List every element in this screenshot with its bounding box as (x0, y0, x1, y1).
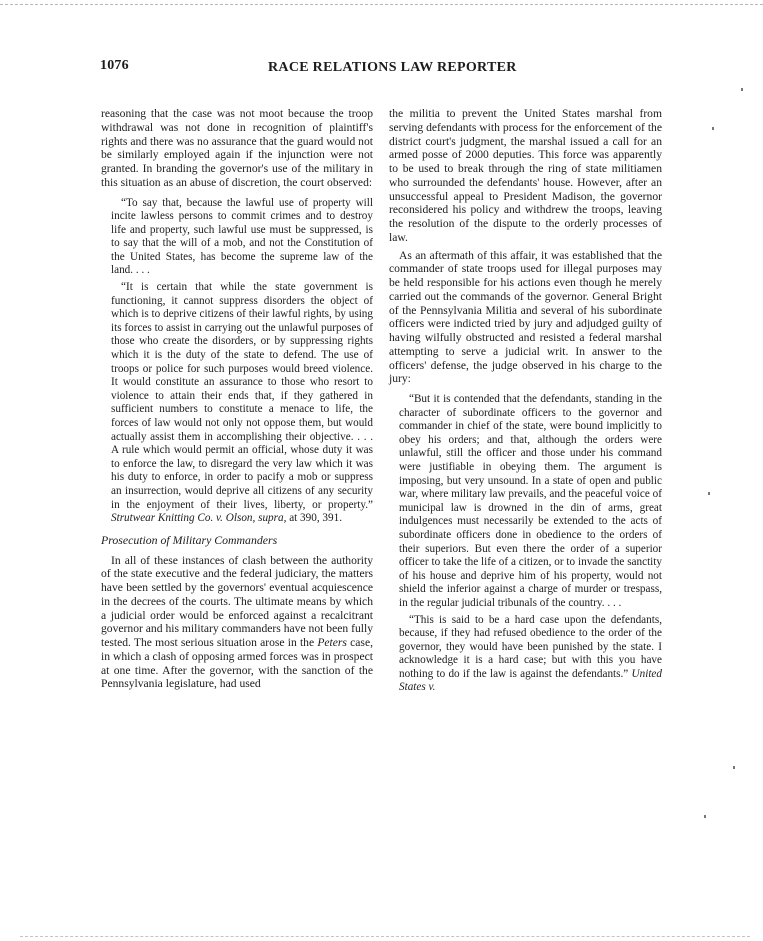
scan-speck (741, 88, 743, 91)
left-quote-2 (111, 281, 373, 526)
running-head: RACE RELATIONS LAW REPORTER (268, 60, 517, 75)
bottom-scan-edge (20, 936, 750, 937)
left-paragraph-2-text: In all of these instances of clash between the authority of the state executive and the federal judiciary, the matters have been settled by the governors' eventual acquiescence in the decrees of the courts. The ultimate means by which a judicial order would be enforced against a recalcitrant governor and his military commanders have not been fully tested. The most serious situation arose in the (101, 553, 373, 649)
right-paragraph-2: As an aftermath of this affair, it was established that the commander of state troops used for illegal purposes may be held responsible for his actions even though he merely carried out the commands of the governor. General Bright of the Pennsylvania Militia and several of his subordinate officers were indicted tried by jury and adjudged guilty of having wilfully obstructed and resisted a federal marshal attempting to serve a judicial writ. In answer to the officers' defense, the judge observed in his charge to the jury: (389, 248, 662, 386)
left-paragraph-2-tail: case, in which a clash of opposing armed forces was in prospect at one time. After the governor, with the sanction of the Pennsylvania legislature, had used (101, 636, 373, 691)
left-quote-1: “To say that, because the lawful use of property will incite lawless persons to commit crimes and to destroy life and property, such lawful use must be suppressed, is to say that the will of a mob, and not the Constitution of the United States, has become the supreme law of the land. . . . (111, 196, 373, 277)
right-quote-2-text: “This is said to be a hard case upon the defendants, because, if they had refused obedience to the order of the governor, they would have been punished by the state. I acknowledge it is a hard case; but with this you have nothing to do if the law is against the defendants.” (399, 613, 662, 680)
case-citation: Strutwear Knitting Co. v. Olson, supra, (111, 512, 287, 525)
left-paragraph-1: reasoning that the case was not moot because the troop withdrawal was not done in recognition of plaintiff's rights and there was no assurance that the guard would not be similarly employed again if the injunction were not granted. In branding the governor's use of the military in this situation as an abuse of discretion, the court observed: (101, 107, 373, 189)
top-scan-edge (0, 4, 763, 5)
scan-speck (733, 766, 735, 769)
left-column (101, 107, 373, 691)
right-paragraph-1: the militia to prevent the United States marshal from serving defendants with process for the enforcement of the district court's judgment, the marshal issued a call for an armed posse of 2000 deputies. This force was apparently to be used to break through the ring of state militiamen who surrounded the defendants' house. However, after an unsuccessful appeal to President Madison, the governor reconsidered his policy and withdrew the troops, leaving the resolution of the dispute to the orderly processes of law. (389, 107, 662, 244)
scan-speck (712, 127, 714, 130)
right-quote-1: “But it is contended that the defendants, standing in the character of subordinate officers to the governor and commander in chief of the state, were bound implicitly to obey his orders; and that, although the orders were unlawful, still the officer and those under his command were justifiable in obeying them. The argument is imposing, but very unsound. In a state of open and public war, where military law prevails, and the peaceful voice of municipal law is drowned in the din of arms, great indulgences must necessarily be extended to the acts of subordinate officers done in obedience to the orders of their superiors. But even there the order of a superior officer to take the life of a citizen, or to invade the sanctity of his house and deprive him of his property, would not shield the inferior against a charge of murder or trespass, in the regular judicial tribunals of the country. . . . (399, 393, 662, 609)
case-name: Peters (317, 636, 347, 649)
case-citation: United States v. (399, 667, 662, 694)
spacer (389, 386, 662, 393)
left-quote-2-text: “It is certain that while the state government is functioning, it cannot suppress disorders the object of which is to deprive citizens of their lawful rights, by using its forces to assist in carrying out the unlawful purposes of those who create the disorders, or by suppressing rights which it is the duty of the state to defend. The use of troops or police for such purposes would breed violence. It would constitute an assurance to those who resort to violence to attain their ends that, if they gathered in sufficient numbers to constitute a menace to life, the forces of law would not only not oppose them, but would actually assist them in accomplishing their objective. . . . A rule which would permit an official, whose duty it was to enforce the law, to disregard the very law which it was his duty to enforce, in order to pacify a mob or suppress an insurrection, would deprive all citizens of any security in the enjoyment of their lives, liberty, or property.” (111, 281, 373, 511)
scan-speck (708, 492, 710, 495)
scan-speck (704, 815, 706, 818)
section-heading: Prosecution of Military Commanders (101, 532, 278, 547)
left-paragraph-2 (101, 554, 373, 692)
page-number: 1076 (100, 58, 129, 73)
right-column (389, 107, 662, 695)
right-quote-2 (399, 614, 662, 696)
spacer (101, 190, 373, 197)
citation-pages: at 390, 391. (289, 512, 343, 525)
